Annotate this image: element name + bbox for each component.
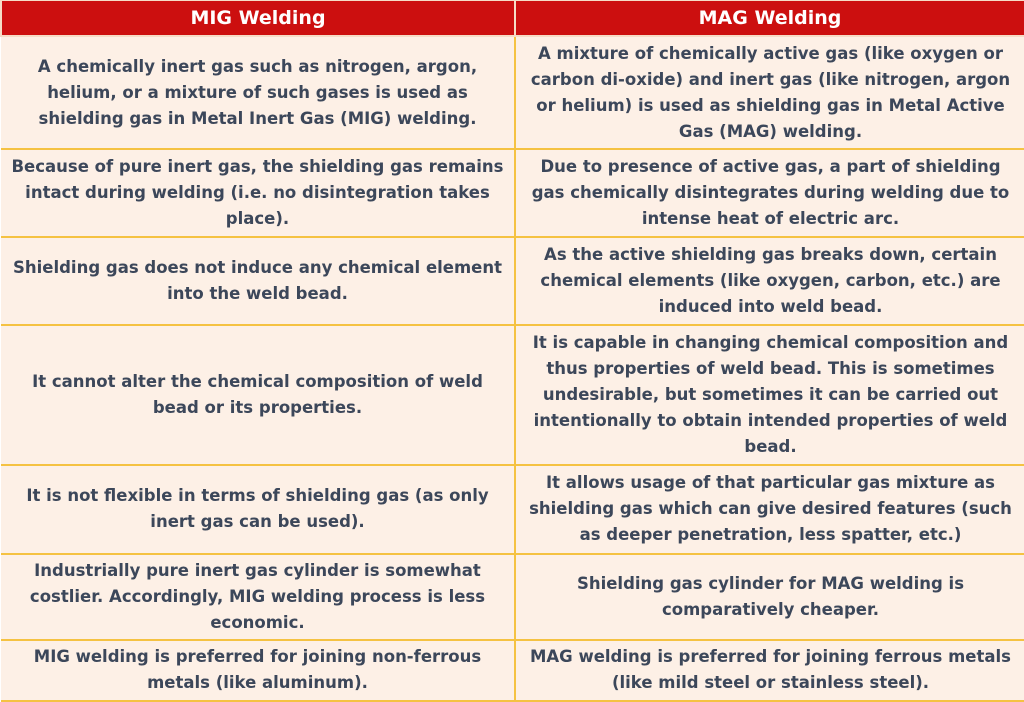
mag-cell: It is capable in changing chemical composition and thus properties of weld bead. This is sometimes undesirable, but sometimes it can be carried out intentionally to obtain intended properties of weld bead. [515, 325, 1024, 464]
table-row [1, 554, 1024, 640]
mig-cell: MIG welding is preferred for joining non-ferrous metals (like aluminum). [1, 640, 515, 701]
mag-cell: It allows usage of that particular gas mixture as shielding gas which can give desired features (such as deeper penetration, less spatter, etc.) [515, 465, 1024, 554]
mag-cell: MAG welding is preferred for joining ferrous metals (like mild steel or stainless steel). [515, 640, 1024, 701]
mag-cell: A mixture of chemically active gas (like oxygen or carbon di-oxide) and inert gas (like nitrogen, argon or helium) is used as shielding gas in Metal Active Gas (MAG) welding. [515, 36, 1024, 149]
mig-cell: Because of pure inert gas, the shielding gas remains intact during welding (i.e. no disintegration takes place). [1, 149, 515, 237]
mig-cell: Shielding gas does not induce any chemical element into the weld bead. [1, 237, 515, 325]
mig-cell: It is not flexible in terms of shielding gas (as only inert gas can be used). [1, 465, 515, 554]
table-row [1, 465, 1024, 554]
mig-cell: A chemically inert gas such as nitrogen, argon, helium, or a mixture of such gases is used as shielding gas in Metal Inert Gas (MIG) welding. [1, 36, 515, 149]
mag-cell: Shielding gas cylinder for MAG welding is comparatively cheaper. [515, 554, 1024, 640]
header-row [1, 1, 1024, 37]
table-row [1, 149, 1024, 237]
mig-welding-header: MIG Welding [1, 1, 515, 37]
mag-cell: Due to presence of active gas, a part of shielding gas chemically disintegrates during welding due to intense heat of electric arc. [515, 149, 1024, 237]
table-row [1, 237, 1024, 325]
table-row [1, 36, 1024, 149]
table-row [1, 640, 1024, 701]
table-row [1, 325, 1024, 464]
mag-cell: As the active shielding gas breaks down, certain chemical elements (like oxygen, carbon, etc.) are induced into weld bead. [515, 237, 1024, 325]
mig-cell: Industrially pure inert gas cylinder is somewhat costlier. Accordingly, MIG welding process is less economic. [1, 554, 515, 640]
mig-cell: It cannot alter the chemical composition of weld bead or its properties. [1, 325, 515, 464]
mag-welding-header: MAG Welding [515, 1, 1024, 37]
